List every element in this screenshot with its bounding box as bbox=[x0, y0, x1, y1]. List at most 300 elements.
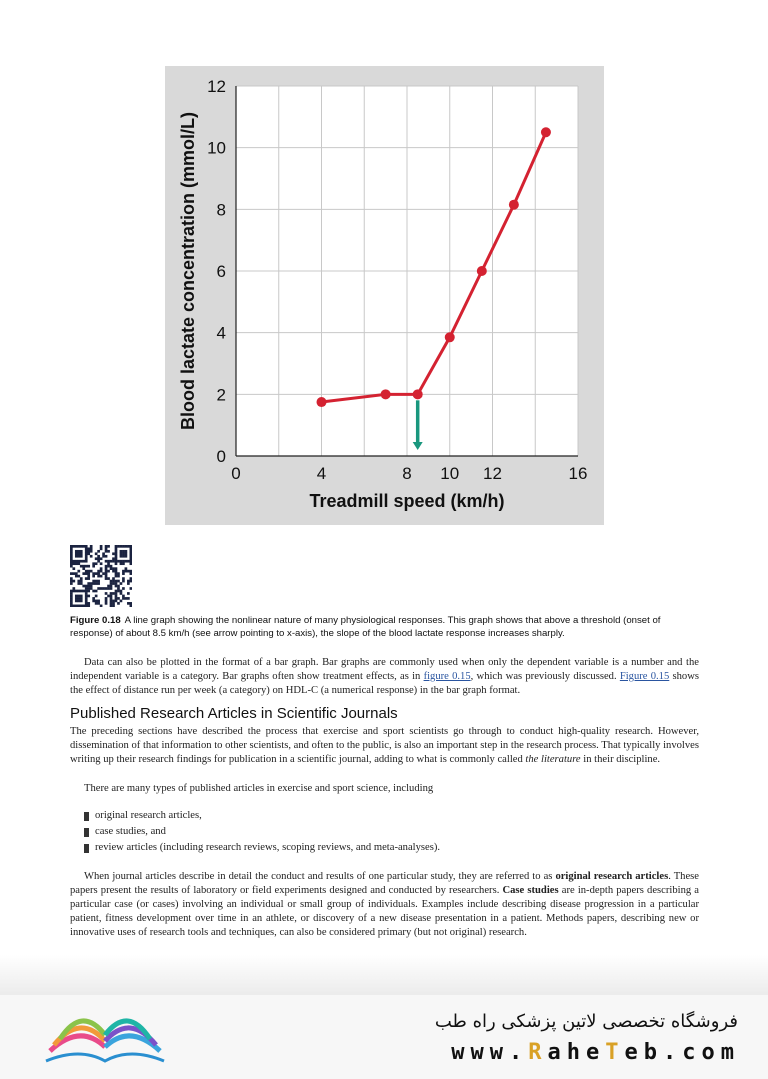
qr-module bbox=[112, 605, 115, 607]
qr-module bbox=[85, 560, 88, 563]
qr-module bbox=[90, 555, 93, 558]
qr-module bbox=[80, 580, 83, 583]
qr-module bbox=[115, 567, 118, 570]
qr-module bbox=[85, 545, 88, 548]
bullet-list bbox=[84, 808, 440, 856]
qr-module bbox=[85, 602, 88, 605]
qr-module bbox=[92, 572, 95, 575]
qr-module bbox=[110, 605, 113, 607]
qr-module bbox=[80, 552, 83, 555]
qr-module bbox=[90, 587, 93, 590]
qr-module bbox=[115, 545, 118, 548]
qr-module bbox=[107, 560, 110, 563]
qr-module bbox=[110, 565, 113, 568]
qr-module bbox=[122, 572, 125, 575]
qr-module bbox=[120, 552, 123, 555]
data-point bbox=[413, 389, 423, 399]
qr-module bbox=[120, 550, 123, 553]
url-part: R bbox=[528, 1040, 548, 1065]
qr-module bbox=[115, 547, 118, 550]
qr-module bbox=[107, 585, 110, 588]
qr-module bbox=[87, 575, 90, 578]
qr-module bbox=[77, 552, 80, 555]
qr-module bbox=[85, 555, 88, 558]
qr-module bbox=[72, 580, 75, 583]
qr-module bbox=[115, 590, 118, 593]
qr-module bbox=[87, 595, 90, 598]
qr-module bbox=[97, 575, 100, 578]
qr-module bbox=[110, 602, 113, 605]
bold-term: Case studies bbox=[502, 884, 559, 896]
qr-module bbox=[120, 600, 123, 603]
qr-module bbox=[72, 605, 75, 607]
qr-module bbox=[72, 560, 75, 563]
y-tick-label: 2 bbox=[216, 385, 226, 405]
qr-module bbox=[107, 565, 110, 568]
qr-module bbox=[87, 585, 90, 588]
qr-module bbox=[75, 572, 78, 575]
qr-module bbox=[70, 557, 73, 560]
qr-module bbox=[70, 602, 73, 605]
qr-module bbox=[115, 557, 118, 560]
qr-module bbox=[95, 572, 98, 575]
qr-module bbox=[70, 562, 73, 565]
qr-module bbox=[75, 600, 78, 603]
qr-module bbox=[70, 590, 73, 593]
y-tick-label: 8 bbox=[216, 200, 226, 220]
qr-module bbox=[85, 557, 88, 560]
qr-module bbox=[85, 592, 88, 595]
qr-module bbox=[115, 600, 118, 603]
qr-module bbox=[110, 585, 113, 588]
qr-module bbox=[117, 575, 120, 578]
qr-module bbox=[92, 590, 95, 593]
text-run: are in-depth papers describing a particular case (or cases) involving an individual or small group of individuals. Examples include describing disease progression in a particular patient, fitness development over time in an athlete, or discovery of a new disease presentation in a patient. Methods papers, describing new or innovative uses of research tools and techniques, can also be considered primary (but not original) research. bbox=[70, 884, 700, 938]
text-run: shows the effect of distance run per week (a category) on HDL-C (a numerical response) in the bar graph format. bbox=[70, 670, 700, 696]
qr-module bbox=[127, 560, 130, 563]
qr-module bbox=[107, 595, 110, 598]
qr-module bbox=[112, 567, 115, 570]
qr-module bbox=[75, 605, 78, 607]
qr-module bbox=[107, 562, 110, 565]
qr-module bbox=[115, 580, 118, 583]
qr-module bbox=[105, 565, 108, 568]
qr-module bbox=[130, 550, 132, 553]
qr-module bbox=[105, 547, 108, 550]
qr-module bbox=[107, 587, 110, 590]
qr-module bbox=[97, 602, 100, 605]
qr-module bbox=[72, 562, 75, 565]
qr-module bbox=[100, 545, 103, 548]
qr-module bbox=[77, 555, 80, 558]
url-part: eb.com bbox=[624, 1040, 740, 1065]
qr-module bbox=[75, 562, 78, 565]
qr-module bbox=[127, 570, 130, 573]
qr-module bbox=[122, 552, 125, 555]
line-chart bbox=[165, 66, 604, 525]
qr-module bbox=[105, 567, 108, 570]
qr-module bbox=[92, 597, 95, 600]
qr-module bbox=[97, 557, 100, 560]
qr-module bbox=[90, 570, 93, 573]
qr-module bbox=[77, 575, 80, 578]
qr-module bbox=[115, 597, 118, 600]
qr-module bbox=[112, 592, 115, 595]
qr-module bbox=[95, 582, 98, 585]
y-tick-label: 12 bbox=[207, 77, 226, 96]
qr-module bbox=[82, 572, 85, 575]
qr-module bbox=[70, 582, 73, 585]
qr-module bbox=[115, 595, 118, 598]
qr-module bbox=[112, 602, 115, 605]
qr-module bbox=[122, 597, 125, 600]
text-run: in their discipline. bbox=[580, 753, 661, 765]
qr-module bbox=[122, 587, 125, 590]
qr-module bbox=[127, 597, 130, 600]
y-axis-title: Blood lactate concentration (mmol/L) bbox=[178, 111, 198, 431]
qr-module bbox=[102, 587, 105, 590]
text-run: Data can also be plotted in the format of a bar graph. Bar graphs are commonly used when only the dependent variable is a number and the independent variable is a category. Bar graphs often show treatment effects, as in bbox=[70, 657, 699, 682]
qr-module bbox=[100, 605, 103, 607]
qr-module bbox=[72, 572, 75, 575]
qr-module bbox=[110, 592, 113, 595]
qr-module bbox=[130, 602, 132, 605]
qr-module bbox=[92, 580, 95, 583]
qr-module bbox=[77, 550, 80, 553]
y-tick-label: 4 bbox=[216, 323, 226, 343]
figure-label: Figure 0.18 bbox=[70, 615, 121, 626]
qr-module bbox=[97, 582, 100, 585]
qr-module bbox=[112, 580, 115, 583]
qr-module bbox=[105, 572, 108, 575]
qr-module bbox=[120, 562, 123, 565]
qr-module bbox=[125, 545, 128, 548]
qr-module bbox=[80, 555, 83, 558]
qr-module bbox=[122, 570, 125, 573]
qr-module bbox=[85, 587, 88, 590]
qr-module bbox=[105, 577, 108, 580]
qr-module bbox=[70, 565, 73, 568]
list-item-text: review articles (including research reviews, scoping reviews, and meta-analyses). bbox=[95, 842, 441, 853]
qr-module bbox=[130, 572, 132, 575]
text-run: The preceding sections have described the process that exercise and sport scientists go through to conduct high-quality research. However, dissemination of that information to other scientists, and often to the public, is also an important step in the research process. That typically involves writing up their research findings for publication in a scientific journal, adding to what is commonly called bbox=[70, 726, 699, 765]
qr-module bbox=[95, 580, 98, 583]
open-book-logo-icon bbox=[40, 1003, 170, 1073]
qr-module bbox=[77, 562, 80, 565]
qr-module bbox=[115, 550, 118, 553]
qr-module bbox=[72, 587, 75, 590]
url-part: ahe bbox=[547, 1040, 606, 1065]
qr-module bbox=[85, 570, 88, 573]
qr-module bbox=[130, 560, 132, 563]
text-run: , which was previously discussed. bbox=[470, 670, 620, 682]
footer-fade bbox=[0, 955, 768, 1000]
qr-module bbox=[115, 582, 118, 585]
qr-module bbox=[87, 590, 90, 593]
qr-module bbox=[110, 560, 113, 563]
website-url[interactable] bbox=[451, 1040, 740, 1065]
qr-module bbox=[87, 570, 90, 573]
qr-module bbox=[77, 580, 80, 583]
qr-module bbox=[115, 562, 118, 565]
qr-module bbox=[122, 577, 125, 580]
text-run: When journal articles describe in detail the conduct and results of one particular study, they are referred to as bbox=[84, 871, 556, 882]
qr-module bbox=[80, 550, 83, 553]
qr-code bbox=[70, 545, 132, 607]
qr-module bbox=[105, 587, 108, 590]
qr-module bbox=[82, 605, 85, 607]
data-point bbox=[445, 332, 455, 342]
x-tick-label: 0 bbox=[231, 464, 241, 483]
qr-module bbox=[130, 555, 132, 558]
qr-module bbox=[80, 595, 83, 598]
qr-module bbox=[87, 587, 90, 590]
qr-module bbox=[77, 582, 80, 585]
qr-module bbox=[87, 605, 90, 607]
qr-module bbox=[82, 567, 85, 570]
qr-module bbox=[117, 597, 120, 600]
qr-module bbox=[122, 562, 125, 565]
qr-module bbox=[130, 577, 132, 580]
qr-module bbox=[85, 572, 88, 575]
qr-module bbox=[110, 600, 113, 603]
qr-module bbox=[127, 545, 130, 548]
qr-module bbox=[105, 560, 108, 563]
qr-module bbox=[85, 600, 88, 603]
qr-module bbox=[100, 562, 103, 565]
y-tick-label: 6 bbox=[216, 262, 226, 281]
data-point bbox=[477, 266, 487, 276]
list-item-text: case studies, and bbox=[95, 826, 166, 837]
qr-module bbox=[120, 560, 123, 563]
qr-module bbox=[120, 582, 123, 585]
qr-module bbox=[80, 605, 83, 607]
qr-module bbox=[115, 570, 118, 573]
qr-module bbox=[125, 550, 128, 553]
qr-module bbox=[92, 565, 95, 568]
section-heading: Published Research Articles in Scientific Journals bbox=[70, 705, 398, 722]
figure-link[interactable]: figure 0.15 bbox=[423, 670, 471, 682]
qr-module bbox=[105, 592, 108, 595]
qr-module bbox=[122, 550, 125, 553]
x-axis-title: Treadmill speed (km/h) bbox=[309, 491, 505, 511]
qr-module bbox=[125, 552, 128, 555]
qr-module bbox=[130, 605, 132, 607]
qr-module bbox=[90, 547, 93, 550]
qr-module bbox=[80, 545, 83, 548]
y-tick-label: 0 bbox=[216, 447, 226, 466]
qr-module bbox=[127, 580, 130, 583]
qr-module bbox=[115, 560, 118, 563]
qr-module bbox=[117, 572, 120, 575]
url-part: www. bbox=[451, 1040, 529, 1065]
qr-module bbox=[120, 555, 123, 558]
qr-module bbox=[130, 547, 132, 550]
qr-module bbox=[85, 552, 88, 555]
x-tick-label: 12 bbox=[483, 464, 502, 483]
qr-module bbox=[97, 555, 100, 558]
footer-banner bbox=[0, 995, 768, 1079]
qr-module bbox=[72, 545, 75, 548]
qr-module bbox=[100, 570, 103, 573]
qr-module bbox=[92, 575, 95, 578]
qr-module bbox=[107, 577, 110, 580]
qr-module bbox=[70, 545, 73, 548]
data-point bbox=[381, 389, 391, 399]
qr-module bbox=[115, 575, 118, 578]
qr-module bbox=[90, 582, 93, 585]
qr-module bbox=[90, 550, 93, 553]
text-run: . These papers present the results of laboratory or field experiments designed and conducted by researchers. bbox=[70, 871, 699, 896]
qr-module bbox=[130, 570, 132, 573]
qr-module bbox=[117, 560, 120, 563]
qr-module bbox=[87, 552, 90, 555]
qr-module bbox=[120, 545, 123, 548]
qr-module bbox=[127, 592, 130, 595]
qr-module bbox=[70, 550, 73, 553]
qr-module bbox=[92, 600, 95, 603]
qr-module bbox=[97, 572, 100, 575]
bullet-icon bbox=[84, 844, 89, 853]
qr-module bbox=[70, 597, 73, 600]
qr-module bbox=[70, 592, 73, 595]
qr-module bbox=[82, 585, 85, 588]
qr-module bbox=[100, 587, 103, 590]
qr-module bbox=[87, 577, 90, 580]
qr-module bbox=[82, 545, 85, 548]
qr-module bbox=[102, 552, 105, 555]
qr-module bbox=[100, 557, 103, 560]
qr-module bbox=[95, 595, 98, 598]
qr-module bbox=[110, 567, 113, 570]
qr-module bbox=[85, 565, 88, 568]
qr-module bbox=[117, 580, 120, 583]
list-item-text: original research articles, bbox=[95, 810, 202, 821]
qr-module bbox=[87, 572, 90, 575]
qr-module bbox=[105, 575, 108, 578]
qr-module bbox=[102, 572, 105, 575]
qr-module bbox=[70, 560, 73, 563]
list-item bbox=[84, 824, 440, 840]
paragraph-original-research bbox=[70, 870, 699, 940]
bold-term: original research articles bbox=[555, 871, 669, 882]
data-point bbox=[541, 127, 551, 137]
qr-module bbox=[110, 580, 113, 583]
store-name-persian: فروشگاه تخصصی لاتین پزشکی راه طب bbox=[434, 1011, 738, 1032]
qr-module bbox=[100, 567, 103, 570]
qr-module bbox=[87, 582, 90, 585]
qr-module bbox=[112, 552, 115, 555]
data-point bbox=[509, 200, 519, 210]
qr-module bbox=[95, 600, 98, 603]
qr-module bbox=[80, 600, 83, 603]
qr-module bbox=[77, 595, 80, 598]
qr-module bbox=[115, 552, 118, 555]
qr-module bbox=[130, 557, 132, 560]
qr-module bbox=[112, 577, 115, 580]
qr-module bbox=[110, 582, 113, 585]
qr-module bbox=[127, 602, 130, 605]
qr-module bbox=[100, 575, 103, 578]
qr-module bbox=[125, 567, 128, 570]
bullet-icon bbox=[84, 812, 89, 821]
qr-module bbox=[105, 550, 108, 553]
qr-module bbox=[122, 545, 125, 548]
qr-module bbox=[117, 585, 120, 588]
qr-module bbox=[97, 560, 100, 563]
qr-module bbox=[77, 597, 80, 600]
figure-link[interactable]: Figure 0.15 bbox=[619, 670, 670, 682]
qr-module bbox=[112, 557, 115, 560]
qr-module bbox=[122, 560, 125, 563]
url-part: T bbox=[605, 1040, 625, 1065]
qr-module bbox=[117, 602, 120, 605]
qr-module bbox=[105, 597, 108, 600]
qr-module bbox=[115, 555, 118, 558]
qr-module bbox=[77, 600, 80, 603]
qr-module bbox=[95, 562, 98, 565]
bullet-icon bbox=[84, 828, 89, 837]
qr-module bbox=[82, 590, 85, 593]
qr-module bbox=[100, 547, 103, 550]
qr-module bbox=[85, 595, 88, 598]
x-tick-label: 10 bbox=[440, 464, 460, 483]
qr-module bbox=[130, 580, 132, 583]
qr-module bbox=[80, 577, 83, 580]
qr-module bbox=[105, 570, 108, 573]
qr-module bbox=[95, 590, 98, 593]
qr-module bbox=[97, 587, 100, 590]
qr-module bbox=[97, 570, 100, 573]
qr-module bbox=[117, 590, 120, 593]
caption-text: A line graph showing the nonlinear nature of many physiological responses. This graph shows that above a threshold (onset of response) of about 8.5 km/h (see arrow pointing to x-axis), the slope of the blood lactate response increases sharply. bbox=[70, 615, 661, 639]
qr-module bbox=[70, 577, 73, 580]
qr-module bbox=[112, 582, 115, 585]
qr-module bbox=[90, 545, 93, 548]
qr-module bbox=[112, 600, 115, 603]
y-tick-label: 10 bbox=[207, 138, 226, 158]
qr-module bbox=[77, 605, 80, 607]
list-item bbox=[84, 808, 440, 824]
qr-module bbox=[105, 600, 108, 603]
qr-module bbox=[75, 545, 78, 548]
paragraph-article-types: There are many types of published articles in exercise and sport science, including bbox=[84, 783, 434, 794]
qr-module bbox=[105, 555, 108, 558]
qr-module bbox=[115, 585, 118, 588]
qr-module bbox=[72, 567, 75, 570]
x-tick-label: 16 bbox=[568, 464, 588, 483]
qr-module bbox=[125, 570, 128, 573]
qr-module bbox=[75, 590, 78, 593]
qr-module bbox=[110, 587, 113, 590]
qr-module bbox=[102, 555, 105, 558]
qr-module bbox=[92, 582, 95, 585]
qr-module bbox=[70, 605, 73, 607]
qr-module bbox=[87, 602, 90, 605]
qr-module bbox=[75, 560, 78, 563]
paragraph-dissemination bbox=[70, 725, 699, 767]
qr-module bbox=[77, 590, 80, 593]
x-tick-label: 4 bbox=[316, 464, 327, 483]
qr-module bbox=[122, 555, 125, 558]
qr-module bbox=[70, 552, 73, 555]
qr-module bbox=[130, 545, 132, 548]
qr-module bbox=[85, 590, 88, 593]
qr-module bbox=[130, 562, 132, 565]
qr-module bbox=[70, 547, 73, 550]
qr-module bbox=[105, 602, 108, 605]
qr-module bbox=[72, 590, 75, 593]
